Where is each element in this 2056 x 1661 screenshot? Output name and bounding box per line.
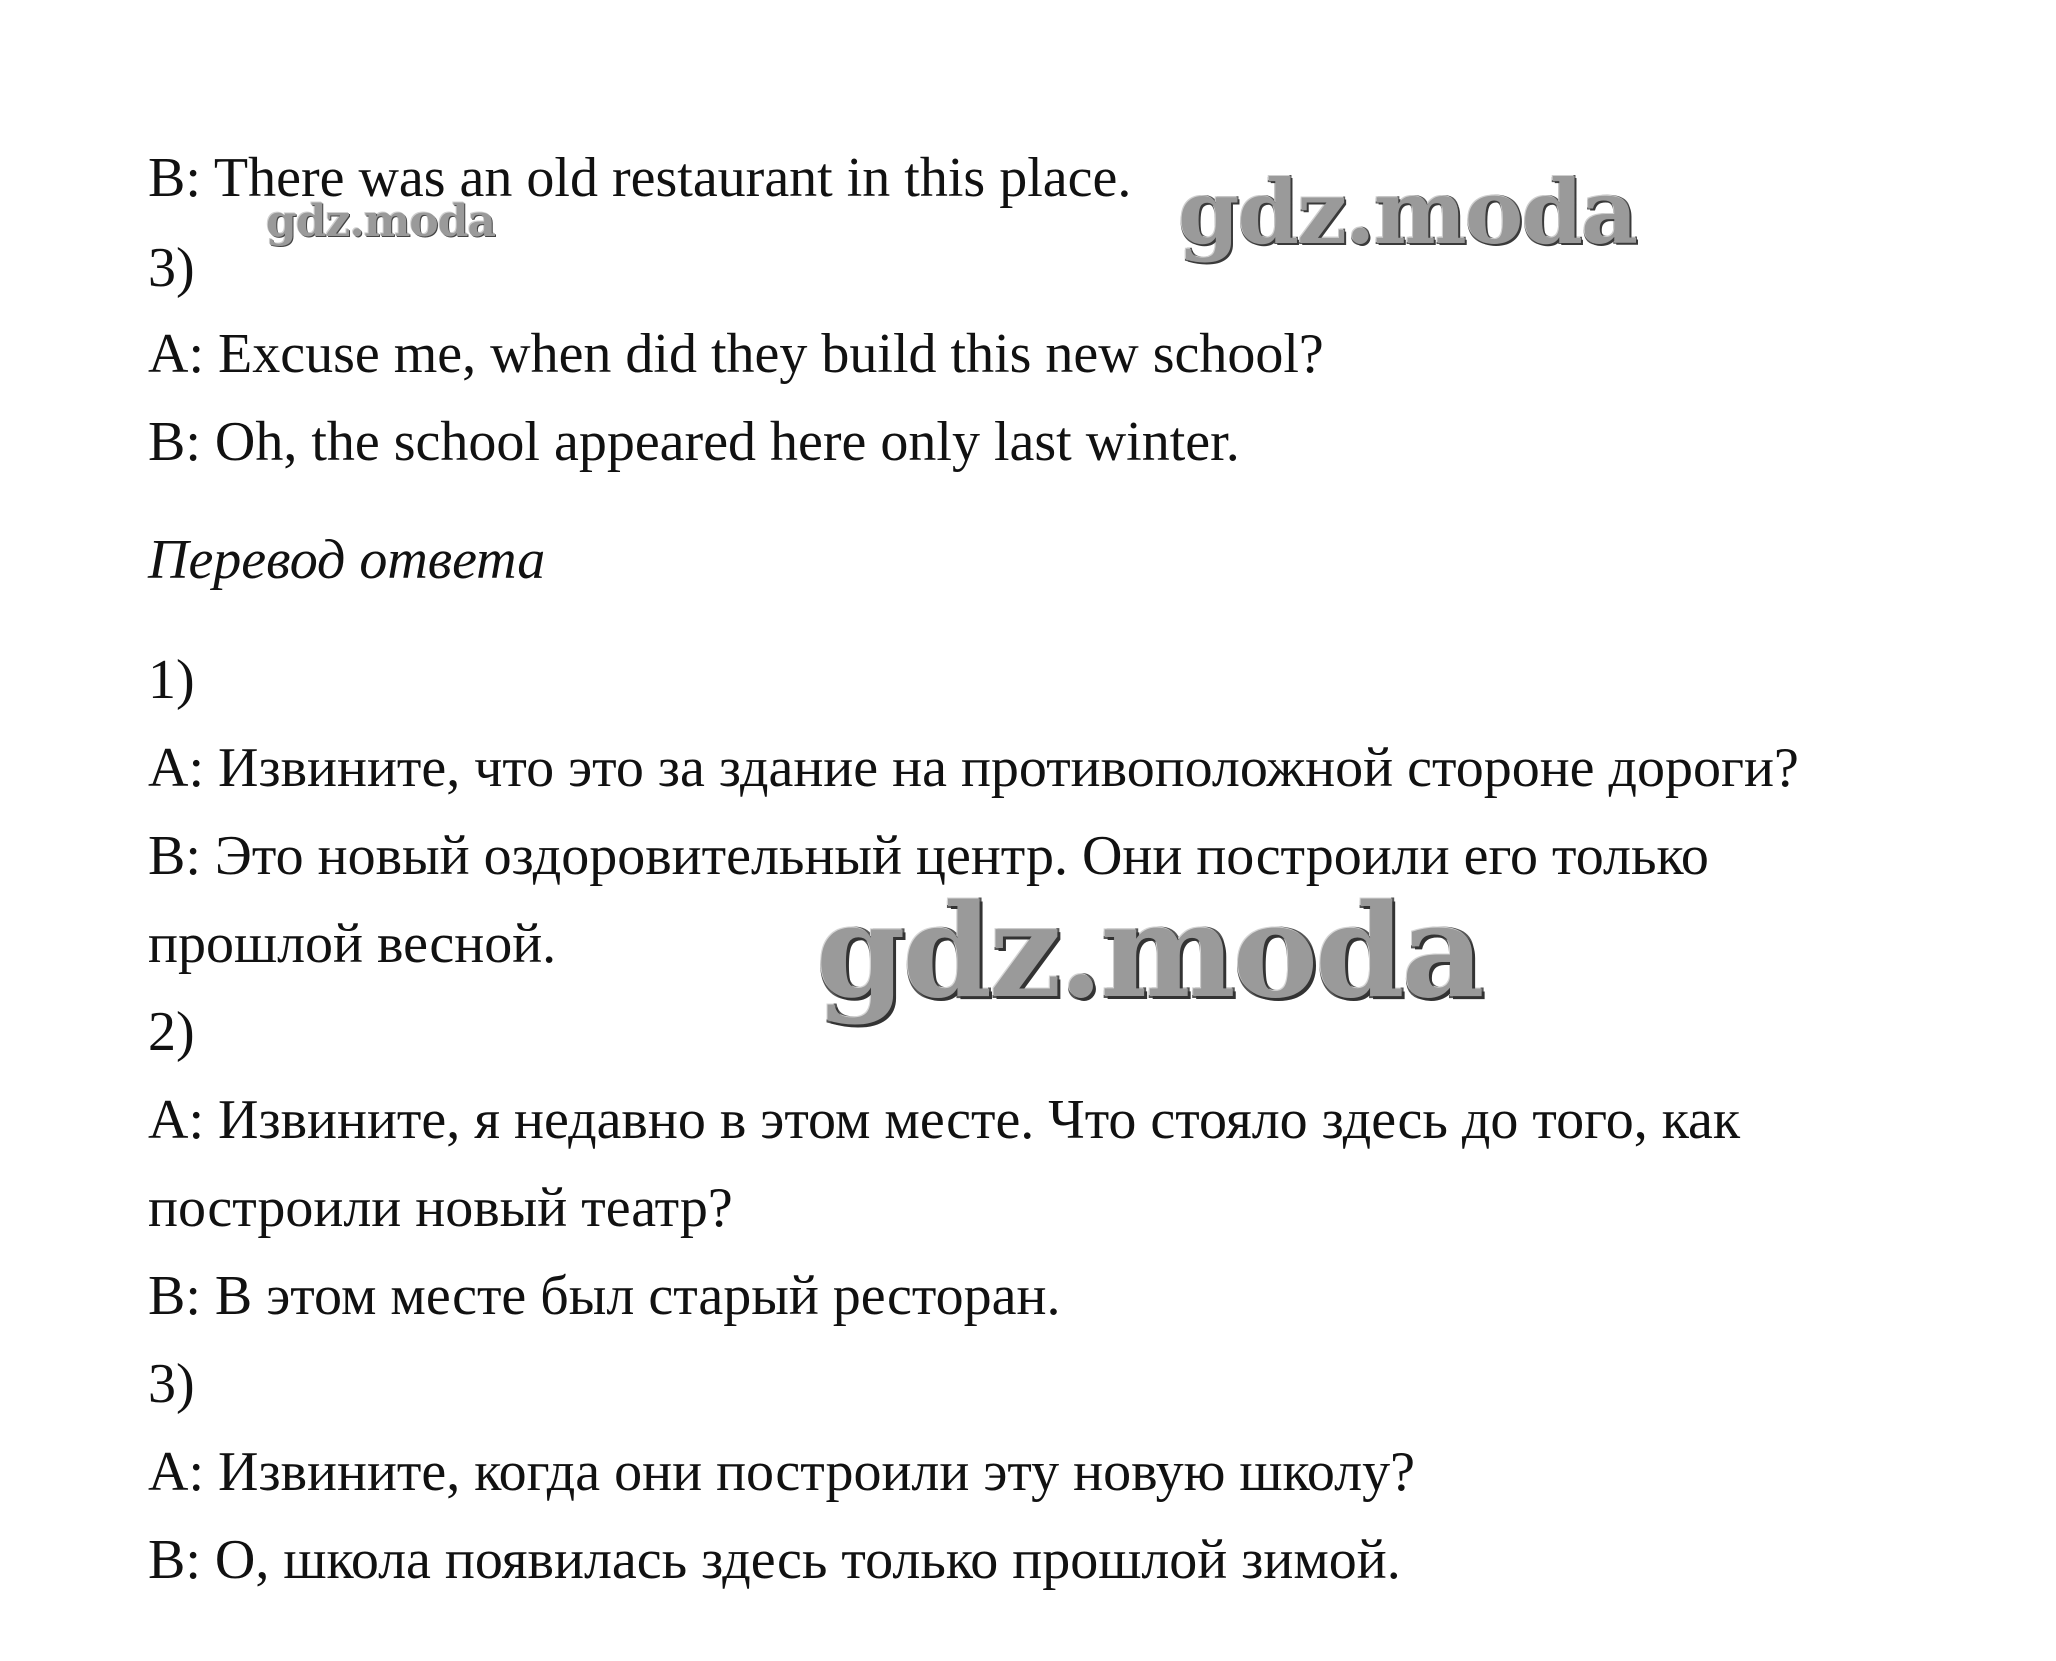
translation-item2-a-line2: построили новый театр?	[148, 1177, 733, 1239]
english-item3-b: B: Oh, the school appeared here only last winter.	[148, 411, 1240, 473]
translation-item2-number: 2)	[148, 1001, 195, 1063]
translation-item1-b-line2: прошлой весной.	[148, 913, 557, 975]
translation-item3-number: 3)	[148, 1353, 195, 1415]
translation-item1-a: A: Извините, что это за здание на противоположной стороне дороги?	[148, 737, 1799, 799]
translation-item1-number: 1)	[148, 649, 195, 711]
watermark-medium: gdz.moda	[1178, 160, 1637, 264]
english-item3-number: 3)	[148, 237, 195, 299]
english-item2-b: B: There was an old restaurant in this place.	[148, 147, 1132, 209]
watermark-small: gdz.moda	[266, 196, 496, 247]
watermark-large: gdz.moda	[816, 877, 1482, 1027]
translation-item2-a-line1: A: Извините, я недавно в этом месте. Что стояло здесь до того, как	[148, 1089, 1741, 1151]
english-item3-a: A: Excuse me, when did they build this new school?	[148, 323, 1324, 385]
translation-item3-b: B: О, школа появилась здесь только прошлой зимой.	[148, 1529, 1401, 1591]
translation-item2-b: B: В этом месте был старый ресторан.	[148, 1265, 1061, 1327]
translation-item3-a: A: Извините, когда они построили эту новую школу?	[148, 1441, 1415, 1503]
translation-heading: Перевод ответа	[148, 529, 546, 591]
translation-item1-b-line1: B: Это новый оздоровительный центр. Они построили его только	[148, 825, 1709, 887]
